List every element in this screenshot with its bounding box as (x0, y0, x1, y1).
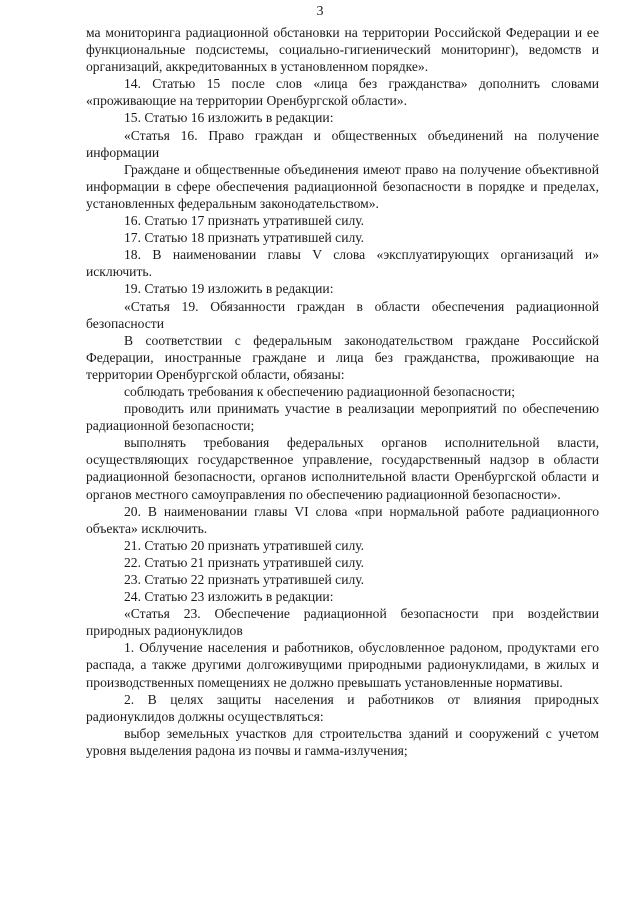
paragraph: соблюдать требования к обеспечению радиационной безопасности; (124, 383, 516, 399)
paragraph: «Статья 16. Право граждан и общественных объединений на получение информации (86, 127, 599, 160)
paragraph: выполнять требования федеральных органов исполнительной власти, осуществляющих государственное управление, государственный надзор в области радиационной безопасности, органов исполнительной власти Оренбургской области и органов местного самоуправления по обеспечению радиационной безопасности». (86, 435, 599, 502)
page-number: 3 (316, 4, 324, 19)
paragraph: 15. Статью 16 изложить в редакции: (124, 110, 334, 126)
paragraph: В соответствии с федеральным законодательством граждане Российской Федерации, иностранные граждане и лица без гражданства, проживающие на территории Оренбургской области, обязаны: (86, 332, 599, 382)
paragraph: проводить или принимать участие в реализации мероприятий по обеспечению радиационной безопасности; (86, 401, 599, 434)
paragraph: 1. Облучение населения и работников, обусловленное радоном, продуктами его распада, а также другими долгоживущими природными радионуклидами, в жилых и производственных помещениях не должно превышать установленные нормативы. (86, 640, 599, 690)
paragraph: 18. В наименовании главы V слова «эксплуатирующих организаций и» исключить. (86, 247, 599, 280)
paragraph: 21. Статью 20 признать утратившей силу. (124, 537, 365, 553)
paragraph: 2. В целях защиты населения и работников от влияния природных радионуклидов должны осуществляться: (86, 691, 599, 724)
paragraph: ма мониторинга радиационной обстановки на территории Российской Федерации и ее функциональные подсистемы, социально-гигиенический мониторинг), ведомств и организаций, аккредитованных в установленном порядке». (86, 25, 599, 75)
paragraph: 24. Статью 23 изложить в редакции: (124, 589, 334, 605)
paragraph: 14. Статью 15 после слов «лица без гражданства» дополнить словами «проживающие на территории Оренбургской области». (86, 76, 599, 109)
paragraph: 16. Статью 17 признать утратившей силу. (124, 213, 365, 229)
paragraph: 23. Статью 22 признать утратившей силу. (124, 572, 365, 587)
paragraph: 20. В наименовании главы VI слова «при нормальной работе радиационного объекта» исключить. (86, 503, 599, 536)
paragraph: 17. Статью 18 признать утратившей силу. (124, 230, 365, 246)
paragraph: выбор земельных участков для строительства зданий и сооружений с учетом уровня выделения радона из почвы и гамма-излучения; (86, 725, 599, 758)
paragraph: «Статья 19. Обязанности граждан в области обеспечения радиационной безопасности (86, 298, 599, 331)
document-body (86, 24, 599, 759)
paragraph: 22. Статью 21 признать утратившей силу. (124, 554, 365, 570)
paragraph: Граждане и общественные объединения имеют право на получение объективной информации в сфере обеспечения радиационной безопасности в порядке и пределах, установленных федеральным законодательством». (86, 161, 599, 211)
paragraph: 19. Статью 19 изложить в редакции: (124, 281, 334, 297)
paragraph: «Статья 23. Обеспечение радиационной безопасности при воздействии природных радионуклидов (86, 606, 599, 639)
